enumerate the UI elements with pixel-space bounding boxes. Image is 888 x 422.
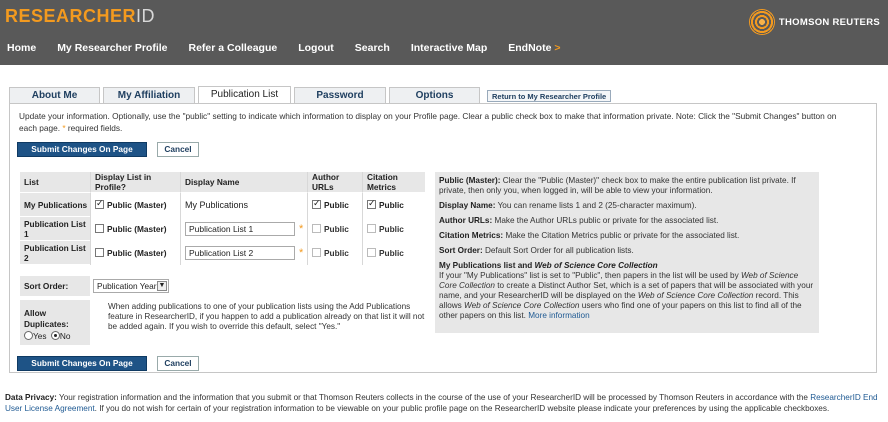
- tab-my-affiliation[interactable]: My Affiliation: [103, 87, 195, 103]
- cancel-button[interactable]: Cancel: [157, 142, 199, 157]
- display-name-input[interactable]: Publication List 1: [185, 222, 295, 236]
- col-header-author-urls: Author URLs: [307, 172, 362, 193]
- submit-changes-button[interactable]: Submit Changes On Page: [17, 142, 147, 157]
- thomson-reuters-icon: [749, 9, 775, 35]
- researcherid-logo[interactable]: RESEARCHERID: [5, 6, 156, 26]
- chevron-right-icon: >: [554, 42, 561, 54]
- thomson-reuters-logo: [749, 9, 880, 35]
- required-star-icon: *: [299, 223, 304, 235]
- top-header: [0, 0, 888, 65]
- tab-password[interactable]: Password: [294, 87, 386, 103]
- intro-text: Update your information. Optionally, use the "public" setting to indicate which information to display on your Profile page. Clear a public check box to make that information private. Note: Click the "Submit Changes" button on each page. * required fields.: [19, 111, 837, 133]
- duplicates-yes-radio[interactable]: [24, 331, 33, 340]
- col-header-display-list: Display List in Profile?: [90, 172, 180, 193]
- help-panel: Public (Master): Clear the "Public (Master)" check box to make the entire publication list private. If private, then only you, when logged in, will be able to view your information. Display Name: You can rename lists 1 and 2 (25-character maximum). Author URLs: Make the Author URLs public or private for the associated list. Citation Metrics: Make the Citation Metrics public or private for the associated list. Sort Order: Default Sort Order for all publication lists. My Publications list and Web of Science Core Collection If your "My Publications" list is set to "Public", then papers in the list will be used by Web of Science Core Collection to create a Distinct Author Set, which is a set of papers that will be associated with your name, and your ResearcherID will be displayed on the Web of Science Core Collection record. This allows Web of Science Core Collection users who find one of your papers on this list to find all of the other papers on this list. More information: [435, 172, 819, 333]
- author-urls-checkbox[interactable]: [312, 224, 321, 233]
- row-label: Publication List 2: [20, 241, 90, 265]
- nav-home[interactable]: Home: [7, 42, 37, 54]
- nav-my-researcher-profile[interactable]: My Researcher Profile: [57, 42, 168, 54]
- row-label: Publication List 1: [20, 217, 90, 241]
- display-public-checkbox[interactable]: [95, 200, 104, 209]
- allow-duplicates-label: Allow Duplicates: Yes No: [20, 300, 90, 345]
- publication-list-panel: [9, 103, 877, 373]
- required-star-icon: *: [62, 123, 66, 133]
- nav-interactive-map[interactable]: Interactive Map: [410, 42, 488, 54]
- col-header-list: List: [20, 172, 90, 193]
- nav-logout[interactable]: Logout: [298, 42, 334, 54]
- author-urls-checkbox[interactable]: [312, 200, 321, 209]
- table-row: Publication List 1 Public (Master) Publication List 1 * Public Public: [20, 217, 425, 241]
- display-name-text: My Publications: [185, 200, 249, 210]
- required-star-icon: *: [299, 247, 304, 259]
- col-header-display-name: Display Name: [180, 172, 307, 193]
- publication-lists-table: [20, 172, 425, 265]
- return-to-profile-button[interactable]: Return to My Researcher Profile: [487, 90, 611, 102]
- display-name-input[interactable]: Publication List 2: [185, 246, 295, 260]
- citation-metrics-checkbox[interactable]: [367, 200, 376, 209]
- allow-duplicates-row: [20, 300, 434, 345]
- author-urls-checkbox[interactable]: [312, 248, 321, 257]
- profile-tabs: [9, 86, 611, 103]
- sort-order-select[interactable]: Publication Year ▼: [93, 279, 169, 293]
- nav-refer-a-colleague[interactable]: Refer a Colleague: [188, 42, 278, 54]
- nav-endnote[interactable]: EndNote >: [508, 42, 561, 54]
- data-privacy-note: Data Privacy: Your registration information and the information that you submit or that Thomson Reuters collects in the course of the use of your ResearcherID will be processed by Thomson Reuters in accordance with the ResearcherID End User License Agreement. If you do not wish for certain of your registration information to be viewable on your public profile page on the ResearcherID website please indicate your preferences by using the applicable checkboxes.: [5, 393, 878, 413]
- tab-options[interactable]: Options: [389, 87, 480, 103]
- citation-metrics-checkbox[interactable]: [367, 248, 376, 257]
- row-label: My Publications: [20, 193, 90, 217]
- table-header-row: [20, 172, 425, 193]
- sort-order-label: Sort Order:: [20, 276, 90, 296]
- display-public-checkbox[interactable]: [95, 248, 104, 257]
- more-information-link[interactable]: More information: [528, 311, 590, 320]
- col-header-citation-metrics: Citation Metrics: [362, 172, 425, 193]
- duplicates-no-radio[interactable]: [51, 331, 60, 340]
- eula-link[interactable]: ResearcherID End User License Agreement: [5, 393, 878, 413]
- tab-publication-list[interactable]: Publication List: [198, 86, 291, 103]
- chevron-down-icon: ▼: [158, 282, 166, 289]
- nav-search[interactable]: Search: [354, 42, 390, 54]
- table-row: Publication List 2 Public (Master) Publication List 2 * Public Public: [20, 241, 425, 265]
- citation-metrics-checkbox[interactable]: [367, 224, 376, 233]
- allow-duplicates-description: When adding publications to one of your publication lists using the Add Publications feature in ResearcherID, if you happen to add a publication already on that list it will not be added again. If you wish to override this default, select "Yes.": [108, 302, 425, 331]
- sort-order-row: [20, 276, 434, 296]
- submit-changes-button-bottom[interactable]: Submit Changes On Page: [17, 356, 147, 371]
- table-row: My Publications ✓ Public (Master) My Publications ✓ Public ✓ Public: [20, 193, 425, 217]
- main-nav: [0, 42, 575, 54]
- tab-about-me[interactable]: About Me: [9, 87, 100, 103]
- display-public-checkbox[interactable]: [95, 224, 104, 233]
- brand-name: THOMSON REUTERS: [778, 16, 880, 28]
- cancel-button-bottom[interactable]: Cancel: [157, 356, 199, 371]
